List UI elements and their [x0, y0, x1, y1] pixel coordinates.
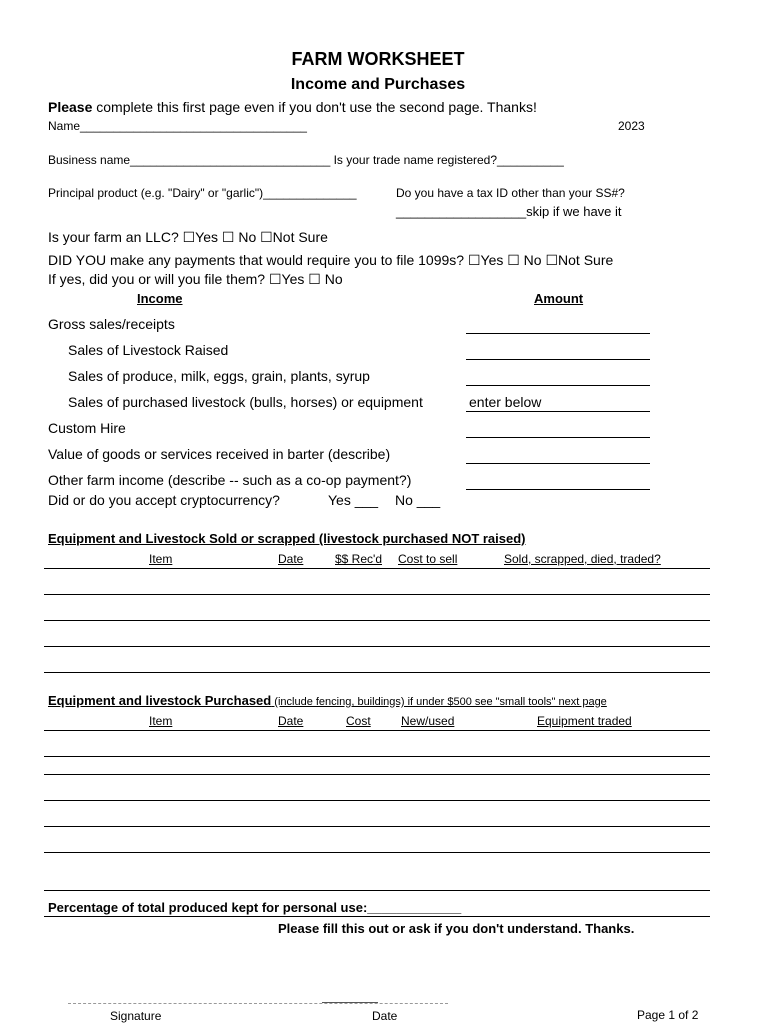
income-row-produce: Sales of produce, milk, eggs, grain, plants, syrup: [68, 368, 370, 384]
personal-use-percentage-field[interactable]: Percentage of total produced kept for personal use:_____________: [48, 900, 462, 915]
amount-line-custom-hire[interactable]: [466, 437, 650, 438]
purchased-col-equipment-traded: Equipment traded: [537, 714, 632, 728]
instructions: [48, 99, 537, 115]
income-row-livestock-raised: Sales of Livestock Raised: [68, 342, 229, 358]
purchased-row-line[interactable]: [44, 852, 710, 853]
instructions-bold: Please: [48, 99, 93, 115]
purchased-title-note: (include fencing, buildings) if under $500 see "small tools" next page: [271, 696, 607, 708]
purchased-title-bold: Equipment and livestock Purchased: [48, 693, 272, 708]
llc-question[interactable]: Is your farm an LLC? ☐Yes ☐ No ☐Not Sure: [48, 229, 328, 245]
amount-header: Amount: [534, 291, 584, 306]
tax-year: 2023: [618, 119, 645, 133]
purchased-row-line[interactable]: [44, 730, 710, 731]
business-name-field[interactable]: Business name______________________________ Is your trade name registered?__________: [48, 153, 564, 167]
amount-line-purchased-livestock[interactable]: [466, 411, 650, 412]
enter-below-note: enter below: [469, 394, 542, 410]
amount-line-barter[interactable]: [466, 463, 650, 464]
sold-col-cost-to-sell: Cost to sell: [398, 552, 458, 566]
sold-col-disposition: Sold, scrapped, died, traded?: [504, 552, 661, 566]
sold-row-line[interactable]: [44, 620, 710, 621]
sold-row-line[interactable]: [44, 672, 710, 673]
purchased-row-line[interactable]: [44, 890, 710, 891]
income-header: Income: [137, 291, 183, 306]
date-line[interactable]: [322, 1002, 378, 1003]
form-subtitle: Income and Purchases: [290, 76, 466, 93]
income-row-gross-sales: Gross sales/receipts: [48, 316, 175, 332]
crypto-yes-field[interactable]: Yes ___: [328, 492, 379, 508]
amount-line-produce[interactable]: [466, 385, 650, 386]
sold-col-date: Date: [278, 552, 304, 566]
personal-use-line: [44, 916, 710, 917]
purchased-section-title: [48, 692, 607, 710]
sold-row-line[interactable]: [44, 646, 710, 647]
tax-id-skip-note: __skip if we have it: [511, 204, 622, 219]
instructions-text: complete this first page even if you don't use the second page. Thanks!: [92, 99, 537, 115]
date-label: Date: [372, 1009, 398, 1023]
amount-line-gross-sales[interactable]: [466, 333, 650, 334]
payments-1099-question[interactable]: DID YOU make any payments that would require you to file 1099s? ☐Yes ☐ No ☐Not Sure: [48, 252, 614, 268]
purchased-row-line[interactable]: [44, 774, 710, 775]
crypto-question: Did or do you accept cryptocurrency?: [48, 492, 280, 508]
tax-id-blank: ________________: [396, 204, 512, 219]
signature-label: Signature: [110, 1009, 162, 1023]
purchased-col-new-used: New/used: [401, 714, 455, 728]
sold-col-item: Item: [149, 552, 173, 566]
signature-line[interactable]: [68, 1003, 448, 1004]
sold-col-recd: $$ Rec'd: [335, 552, 382, 566]
purchased-row-line[interactable]: [44, 800, 710, 801]
filed-1099-question[interactable]: If yes, did you or will you file them? ☐Yes ☐ No: [48, 271, 343, 287]
amount-line-other-income[interactable]: [466, 489, 650, 490]
purchased-col-cost: Cost: [346, 714, 371, 728]
tax-id-question: Do you have a tax ID other than your SS#?: [396, 186, 625, 200]
page-number: Page 1 of 2: [637, 1008, 699, 1022]
purchased-row-line[interactable]: [44, 826, 710, 827]
principal-product-field[interactable]: Principal product (e.g. "Dairy" or "garlic")______________: [48, 186, 357, 200]
income-row-purchased-livestock: Sales of purchased livestock (bulls, horses) or equipment: [68, 394, 423, 410]
tax-id-field[interactable]: [396, 204, 622, 219]
purchased-col-item: Item: [149, 714, 173, 728]
name-field[interactable]: Name__________________________________: [48, 119, 307, 133]
amount-line-livestock-raised[interactable]: [466, 359, 650, 360]
income-row-other-farm-income: Other farm income (describe -- such as a co-op payment?): [48, 472, 412, 488]
form-title: FARM WORKSHEET: [291, 49, 465, 69]
income-row-custom-hire: Custom Hire: [48, 420, 126, 436]
sold-section-title: Equipment and Livestock Sold or scrapped (livestock purchased NOT raised): [48, 531, 526, 546]
purchased-col-date: Date: [278, 714, 304, 728]
sold-row-line[interactable]: [44, 568, 710, 569]
sold-row-line[interactable]: [44, 594, 710, 595]
income-row-barter: Value of goods or services received in barter (describe): [48, 446, 391, 462]
purchased-row-line[interactable]: [44, 756, 710, 757]
fill-out-note: Please fill this out or ask if you don't understand. Thanks.: [278, 921, 635, 936]
crypto-no-field[interactable]: No ___: [395, 492, 441, 508]
